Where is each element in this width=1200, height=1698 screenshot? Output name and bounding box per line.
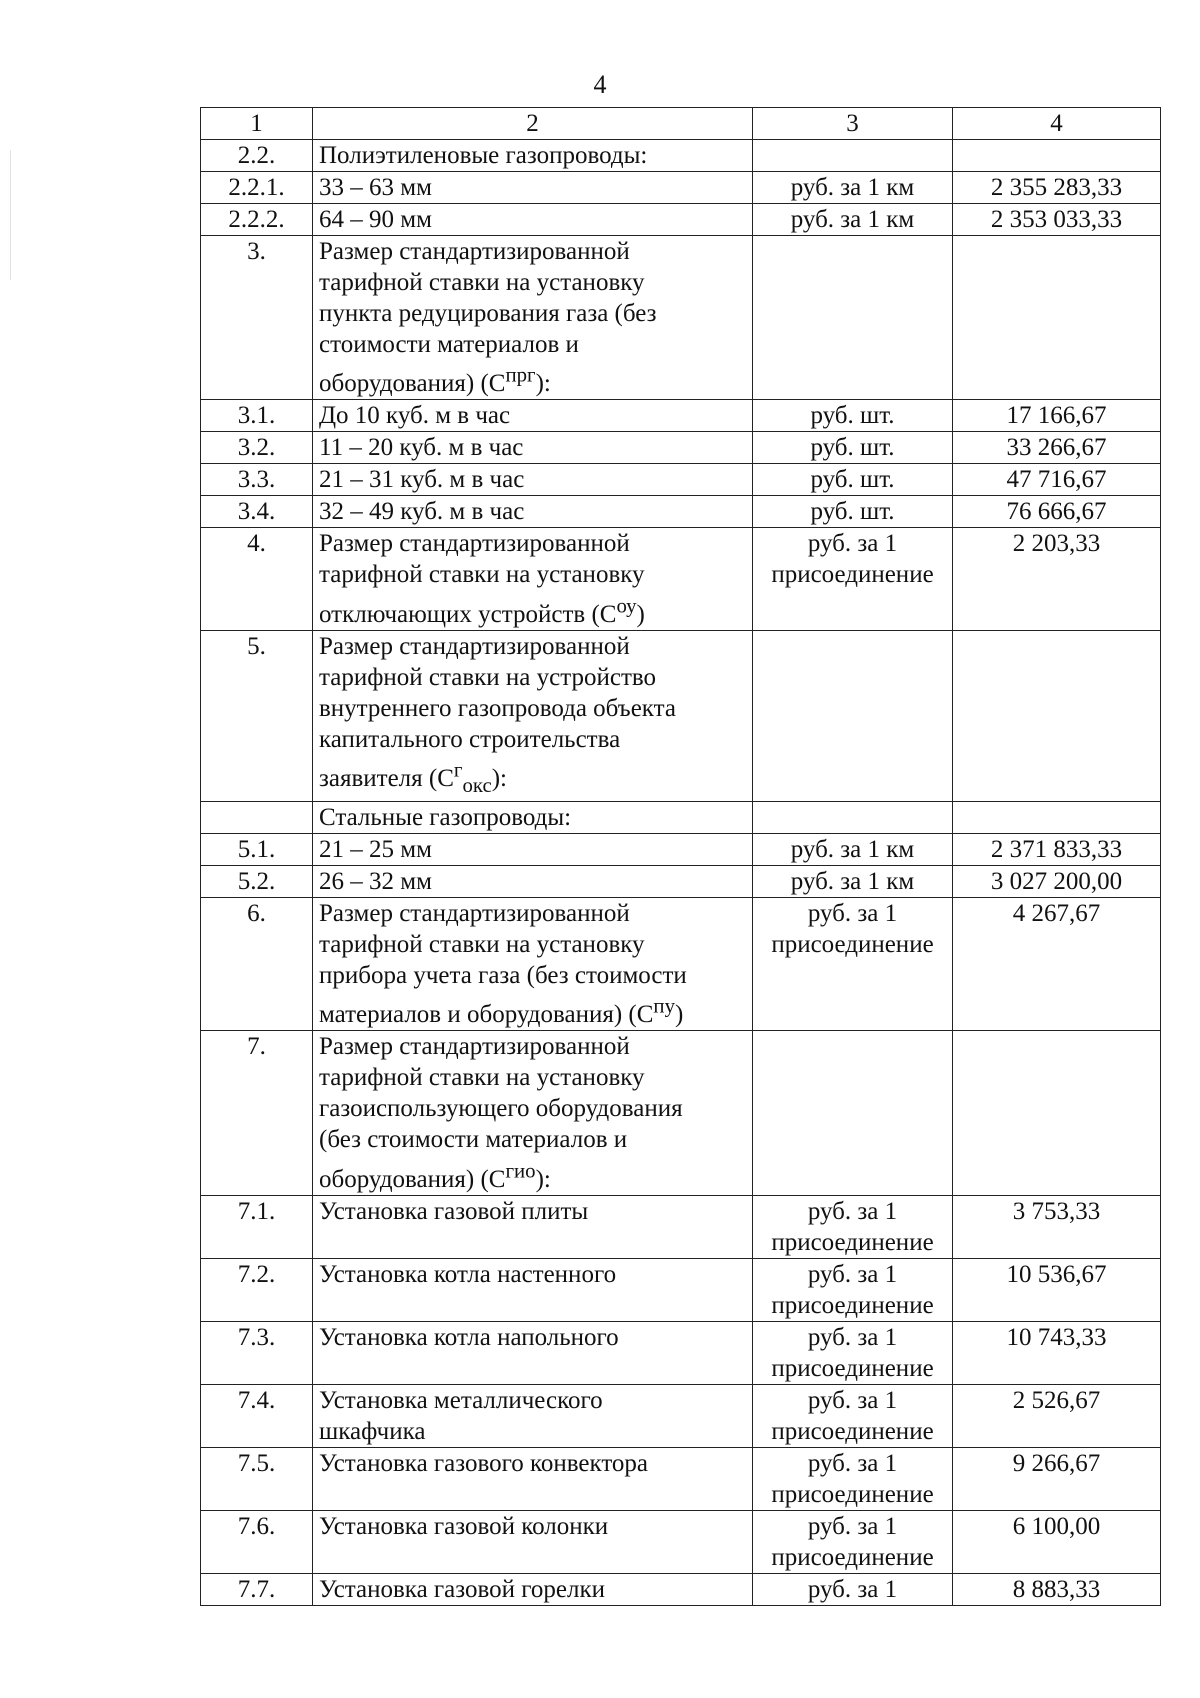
row-number-cell: 7.4. (237, 1386, 276, 1414)
row-description-cell: Размер стандартизированной тарифной ставки на установку газоиспользующего оборудования (без стоимости материалов и оборудования) $(C^{гио})$: (319, 1033, 683, 1193)
row-description-cell: Размер стандартизированной тарифной ставки на установку отключающих устройств $(C^{оу})$ (319, 530, 645, 628)
table-header-row (201, 108, 1161, 140)
row-description-cell: Установка газовой горелки (319, 1575, 605, 1603)
table-row (201, 1384, 1161, 1447)
row-number-cell: 3.1. (237, 402, 276, 430)
row-description-cell: До 10 куб. м в час (319, 402, 511, 430)
row-value-cell: 2 355 283,33 (990, 174, 1123, 201)
row-unit-cell: руб. за 1 присоединение (771, 530, 934, 589)
table-row (201, 236, 1161, 400)
row-number-cell: 3.3. (237, 466, 276, 494)
row-description-cell: Установка газовой плиты (319, 1197, 589, 1225)
row-description-cell: Установка газового конвектора (319, 1449, 649, 1477)
row-unit-cell: руб. за 1 присоединение (771, 1449, 934, 1508)
row-number-cell: 3. (247, 238, 266, 265)
row-number-cell: 3.4. (237, 498, 276, 526)
table-row (201, 528, 1161, 630)
row-value-cell: 76 666,67 (1006, 498, 1107, 526)
row-value-cell: 2 353 033,33 (990, 206, 1123, 233)
row-unit-cell: руб. за 1 присоединение (771, 1260, 934, 1319)
row-description-cell: 21 – 31 куб. м в час (319, 466, 525, 494)
table-body (201, 140, 1161, 1606)
row-value-cell: 47 716,67 (1006, 466, 1107, 494)
row-number-cell: 7.6. (237, 1512, 276, 1540)
row-value-cell: 33 266,67 (1006, 434, 1107, 462)
table-row (201, 204, 1161, 236)
row-number-cell: 3.2. (237, 434, 276, 462)
table-row (201, 630, 1161, 801)
row-number-cell: 2.2. (237, 142, 276, 169)
row-description-cell: 11 – 20 куб. м в час (319, 434, 524, 462)
row-unit-cell: руб. за 1 присоединение (771, 1386, 934, 1445)
table-row (201, 1573, 1161, 1605)
tariff-table (200, 107, 1161, 1606)
row-value-cell: 3 027 200,00 (990, 867, 1123, 895)
row-number-cell: 2.2.2. (228, 206, 285, 233)
row-value-cell: 8 883,33 (1012, 1575, 1101, 1603)
row-unit-cell: руб. шт. (810, 434, 895, 462)
row-description-cell: Стальные газопроводы: (319, 803, 572, 831)
table-row (201, 1258, 1161, 1321)
row-description-cell: Установка котла настенного (319, 1260, 617, 1288)
row-value-cell: 3 753,33 (1012, 1197, 1101, 1225)
table-row (201, 464, 1161, 496)
row-value-cell: 4 267,67 (1012, 899, 1101, 927)
table-row (201, 172, 1161, 204)
row-number-cell: 4. (247, 530, 266, 558)
row-description-cell: Полиэтиленовые газопроводы: (319, 142, 648, 169)
row-unit-cell: руб. за 1 (807, 1575, 898, 1603)
row-value-cell: 17 166,67 (1006, 402, 1107, 430)
row-unit-cell: руб. за 1 присоединение (771, 899, 934, 958)
table-row (201, 1195, 1161, 1258)
table-row (201, 897, 1161, 1030)
row-number-cell: 7. (247, 1033, 266, 1061)
row-number-cell: 7.3. (237, 1323, 276, 1351)
column-header: 3 (753, 108, 953, 140)
table-row (201, 1031, 1161, 1195)
row-description-cell: Размер стандартизированной тарифной ставки на установку пункта редуцирования газа (без стоимости материалов и оборудования) $(C^{прг})$: (319, 238, 657, 398)
row-unit-cell: руб. шт. (810, 402, 895, 430)
row-unit-cell: руб. за 1 присоединение (771, 1512, 934, 1571)
row-description-cell: 26 – 32 мм (319, 867, 432, 895)
row-number-cell: 7.5. (237, 1449, 276, 1477)
row-value-cell: 6 100,00 (1012, 1512, 1101, 1540)
row-description-cell: 64 – 90 мм (319, 206, 432, 233)
row-description-cell: Размер стандартизированной тарифной ставки на установку прибора учета газа (без стоимости материалов и оборудования) $(C^{пу})$ (319, 899, 687, 1029)
row-number-cell: 5. (247, 632, 266, 660)
row-unit-cell: руб. за 1 км (790, 174, 915, 201)
column-header: 2 (313, 108, 753, 140)
table-row (201, 801, 1161, 833)
table-row (201, 496, 1161, 528)
row-description-cell: 33 – 63 мм (319, 174, 432, 201)
row-value-cell: 2 526,67 (1012, 1386, 1101, 1414)
row-unit-cell: руб. шт. (810, 466, 895, 494)
row-number-cell: 7.7. (237, 1575, 276, 1603)
table-row (201, 1510, 1161, 1573)
row-description-cell: 21 – 25 мм (319, 835, 432, 863)
table-row (201, 140, 1161, 172)
row-description-cell: 32 – 49 куб. м в час (319, 498, 525, 526)
table-row (201, 432, 1161, 464)
row-unit-cell: руб. за 1 км (790, 206, 915, 233)
table-row (201, 833, 1161, 865)
table-row (201, 1321, 1161, 1384)
row-value-cell: 2 371 833,33 (990, 835, 1123, 863)
row-unit-cell: руб. за 1 км (790, 835, 915, 863)
column-header: 4 (953, 108, 1161, 140)
row-unit-cell: руб. за 1 присоединение (771, 1323, 934, 1382)
row-unit-cell: руб. шт. (810, 498, 895, 526)
row-value-cell: 2 203,33 (1012, 530, 1101, 558)
scan-edge-mark (10, 150, 11, 280)
page-number: 4 (593, 70, 607, 99)
row-value-cell: 10 536,67 (1006, 1260, 1107, 1288)
row-description-cell: Установка металлического шкафчика (319, 1386, 603, 1445)
row-value-cell: 9 266,67 (1012, 1449, 1101, 1477)
row-unit-cell: руб. за 1 присоединение (771, 1197, 934, 1256)
row-number-cell: 5.1. (237, 835, 276, 863)
row-unit-cell: руб. за 1 км (790, 867, 915, 895)
row-number-cell: 2.2.1. (228, 174, 285, 201)
row-number-cell: 7.1. (237, 1197, 276, 1225)
row-number-cell: 5.2. (237, 867, 276, 895)
row-value-cell: 10 743,33 (1006, 1323, 1107, 1351)
row-number-cell: 6. (247, 899, 266, 927)
column-header: 1 (201, 108, 313, 140)
row-description-cell: Установка котла напольного (319, 1323, 619, 1351)
row-description-cell: Размер стандартизированной тарифной ставки на устройство внутреннего газопровода объекта капитального строительства заявителя $(C^г_{окс})$: (319, 632, 676, 797)
table-row (201, 1447, 1161, 1510)
row-description-cell: Установка газовой колонки (319, 1512, 609, 1540)
table-row (201, 400, 1161, 432)
table-row (201, 865, 1161, 897)
row-number-cell: 7.2. (237, 1260, 276, 1288)
